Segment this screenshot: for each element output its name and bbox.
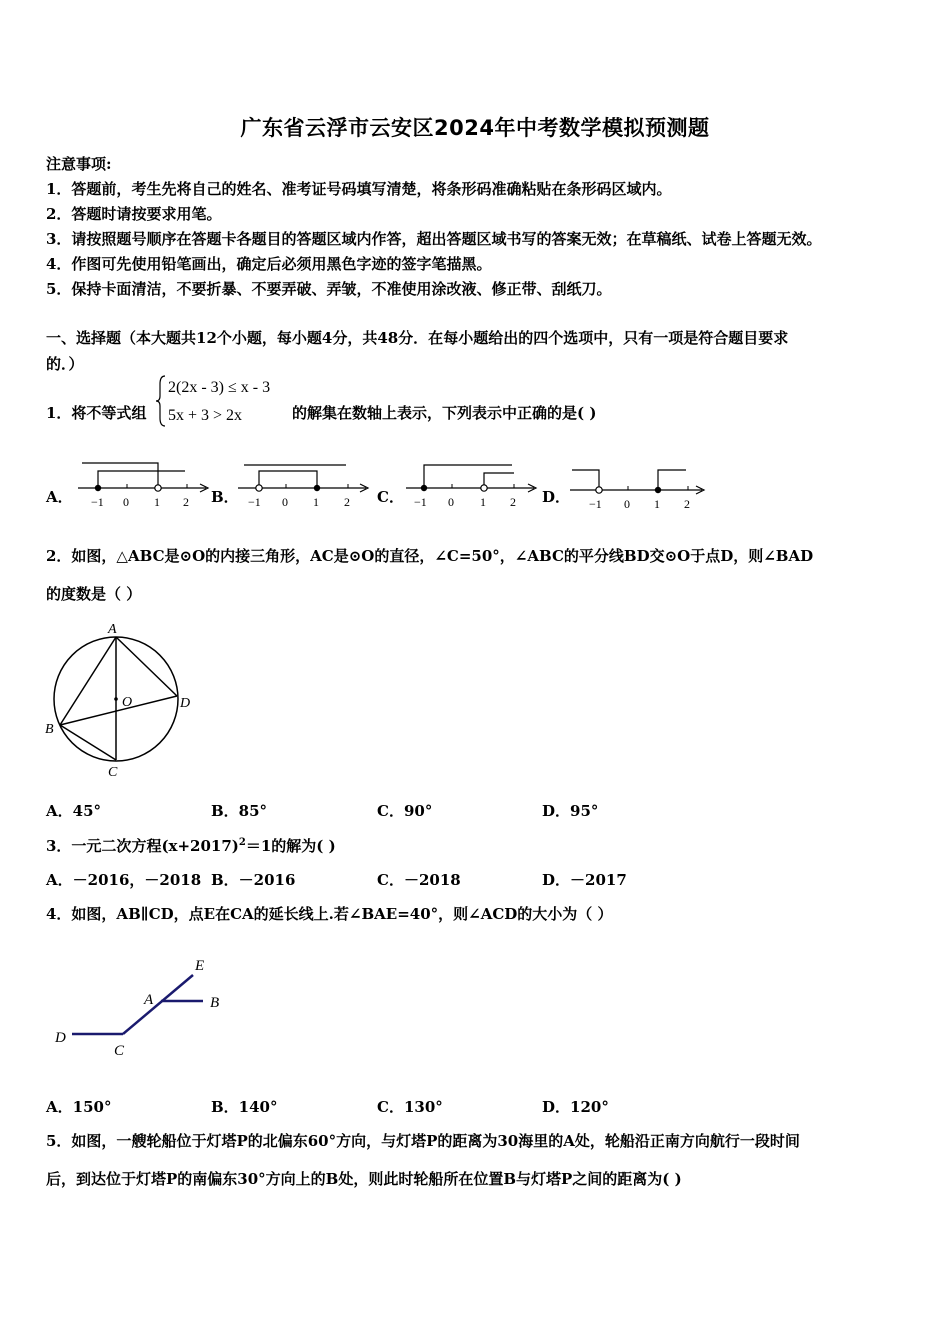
label-a: A (108, 622, 117, 637)
q4-option-b: B．140° (211, 1098, 278, 1116)
page-title: 广东省云浮市云安区2024年中考数学模拟预测题 (240, 116, 710, 140)
q1-number-line-b (238, 455, 373, 513)
tick-label: 1 (480, 495, 486, 509)
q2-option-b: B．85° (211, 802, 268, 820)
tick-label: 1 (154, 495, 160, 509)
tick-label: −1 (414, 495, 427, 509)
q4-option-d: D．120° (542, 1098, 609, 1116)
q1-option-d-label: D． (542, 488, 571, 506)
label-d: D (180, 696, 191, 711)
notice-item: 1．答题前，考生先将自己的姓名、准考证号码填写清楚，将条形码准确粘贴在条形码区域内。 (46, 180, 672, 198)
label-d: D (55, 1030, 66, 1046)
label-b: B (210, 995, 220, 1011)
q3-stem-b: ＝1的解为( ) (245, 837, 336, 855)
q3-option-a: A．－2016，－2018 (46, 871, 202, 889)
q2-option-c: C．90° (377, 802, 433, 820)
tick-label: −1 (248, 495, 261, 509)
q4-stem: 4．如图，AB∥CD，点E在CA的延长线上.若∠BAE=40°，则∠ACD的大小为（ ） (46, 905, 613, 923)
q3-option-b: B．－2016 (211, 871, 296, 889)
q2-option-a: A．45° (46, 802, 102, 820)
tick-label: 0 (123, 495, 129, 509)
tick-label: 0 (624, 497, 630, 511)
q4-option-c: C．130° (377, 1098, 443, 1116)
tick-label: 2 (183, 495, 189, 509)
tick-label: 2 (684, 497, 690, 511)
q1-number-line-d (570, 455, 710, 513)
q2-circle-figure (40, 618, 205, 783)
q2-stem: 2．如图，△ABC是⊙O的内接三角形，AC是⊙O的直径，∠C=50°，∠ABC的平分线BD交⊙O于点D，则∠BAD (46, 547, 814, 565)
tick-label: 2 (510, 495, 516, 509)
q2-stem-cont: 的度数是（ ） (46, 585, 142, 603)
q1-number-line-c (406, 455, 541, 513)
q3-stem-a: 3．一元二次方程(x+2017) (46, 837, 239, 855)
section-heading: 一、选择题（本大题共12个小题，每小题4分，共48分．在每小题给出的四个选项中，只有一项是符合题目要求 (46, 329, 789, 347)
notice-item: 3．请按照题号顺序在答题卡各题目的答题区域内作答，超出答题区域书写的答案无效；在草稿纸、试卷上答题无效。 (46, 230, 822, 248)
q1-option-a-label: A． (46, 488, 73, 506)
q3-stem (46, 835, 336, 856)
q2-option-d: D．95° (542, 802, 599, 820)
q1-option-b-label: B． (211, 488, 239, 506)
label-a: A (144, 992, 154, 1008)
label-e: E (195, 958, 205, 974)
q3-option-d: D．－2017 (542, 871, 627, 889)
q5-stem: 5．如图，一艘轮船位于灯塔P的北偏东60°方向，与灯塔P的距离为30海里的A处，轮船沿正南方向航行一段时间 (46, 1132, 800, 1150)
label-c: C (108, 765, 118, 780)
tick-label: −1 (589, 497, 602, 511)
q4-option-a: A．150° (46, 1098, 112, 1116)
tick-label: 1 (313, 495, 319, 509)
q1-option-c-label: C． (377, 488, 404, 506)
tick-label: 2 (344, 495, 350, 509)
tick-label: 1 (654, 497, 660, 511)
q1-ineq-1: 2(2x - 3) ≤ x - 3 (168, 379, 271, 396)
tick-label: 0 (448, 495, 454, 509)
q1-inequality-system (155, 372, 295, 430)
section-heading-cont: 的．） (46, 355, 84, 373)
label-o: O (122, 695, 133, 710)
notice-item: 4．作图可先使用铅笔画出，确定后必须用黑色字迹的签字笔描黑。 (46, 255, 492, 273)
q3-stem-sup: 2 (238, 837, 246, 848)
q1-ineq-2: 5x + 3 > 2x (168, 407, 243, 424)
label-b: B (45, 722, 54, 737)
notice-item: 2．答题时请按要求用笔。 (46, 205, 222, 223)
notice-heading: 注意事项: (46, 155, 112, 173)
notice-item: 5．保持卡面清洁，不要折暴、不要弄破、弄皱，不准使用涂改液、修正带、刮纸刀。 (46, 280, 612, 298)
q4-parallel-figure (50, 950, 240, 1065)
label-c: C (114, 1043, 125, 1059)
q1-number-line-a (78, 455, 213, 513)
tick-label: 0 (282, 495, 288, 509)
q1-suffix: 的解集在数轴上表示，下列表示中正确的是( ) (292, 404, 597, 422)
tick-label: −1 (91, 495, 104, 509)
q5-stem-cont: 后，到达位于灯塔P的南偏东30°方向上的B处，则此时轮船所在位置B与灯塔P之间的距离为( ) (46, 1170, 682, 1188)
q3-option-c: C．－2018 (377, 871, 461, 889)
q1-prefix: 1．将不等式组 (46, 404, 147, 422)
